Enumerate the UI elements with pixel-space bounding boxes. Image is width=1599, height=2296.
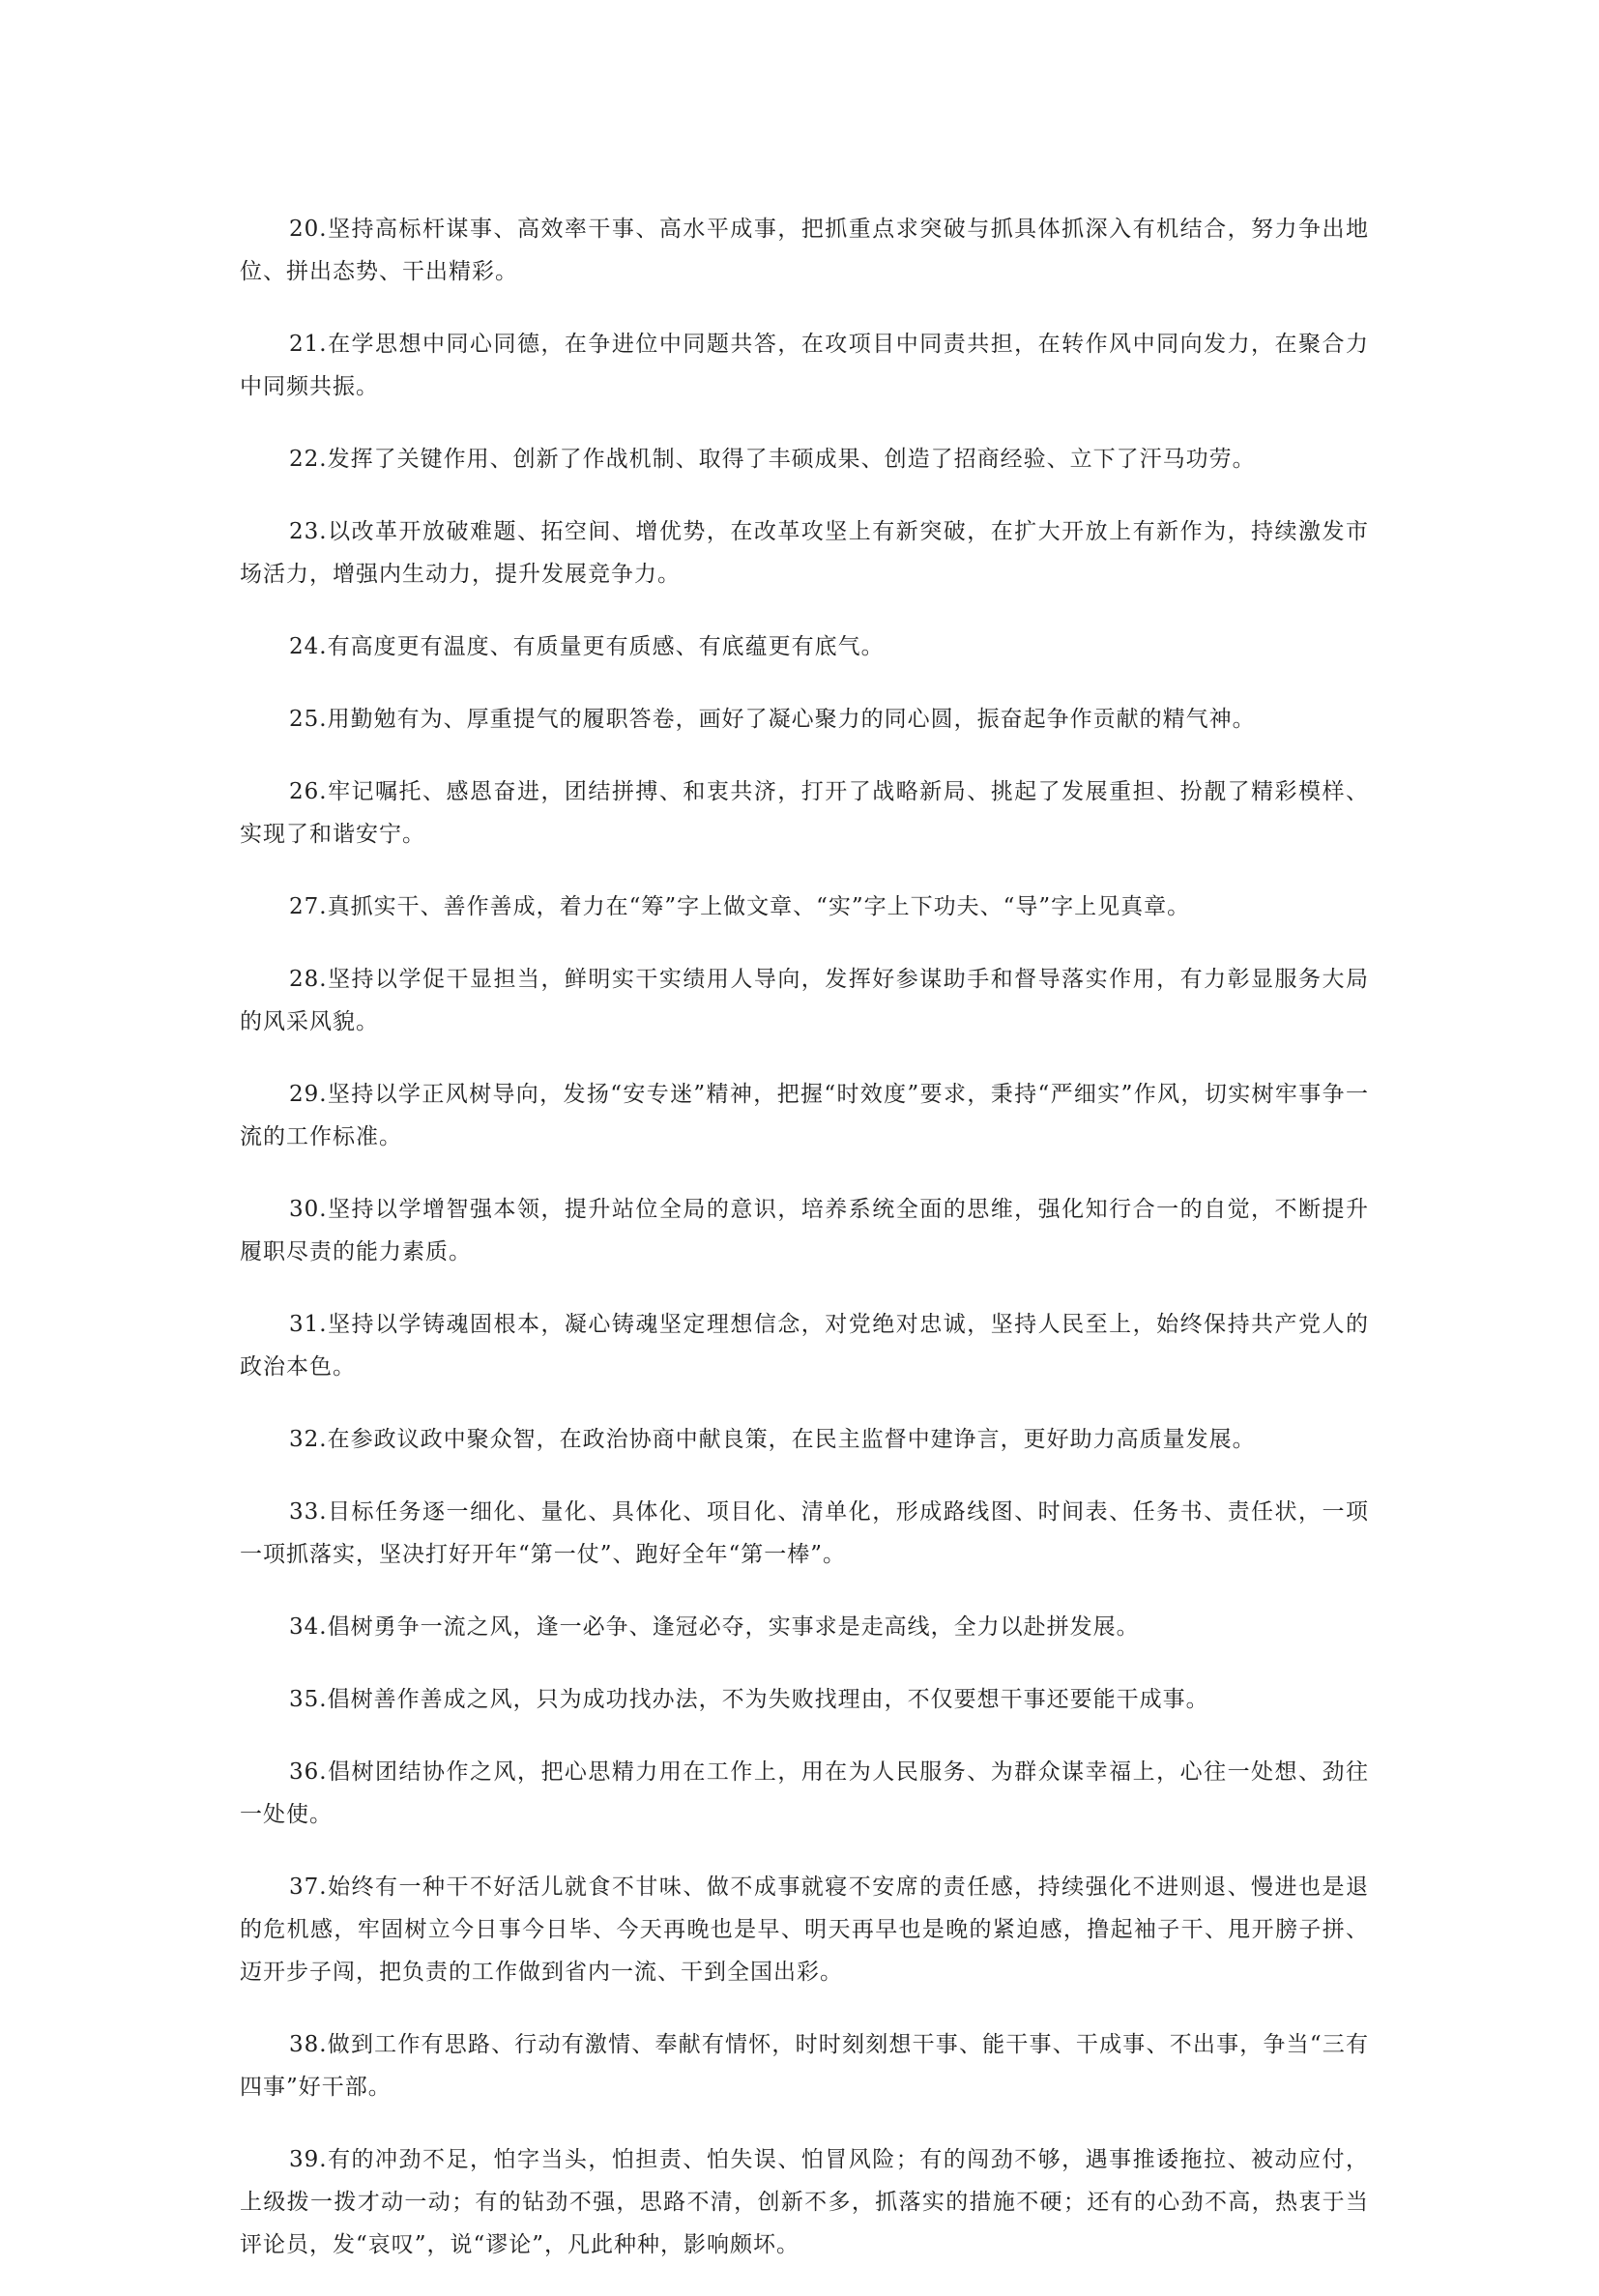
paragraph-item-29: 29.坚持以学正风树导向，发扬“安专迷”精神，把握“时效度”要求，秉持“严细实”作风，切实树牢事争一流的工作标准。 bbox=[240, 1082, 1369, 1149]
paragraph-item-23: 23.以改革开放破难题、拓空间、增优势，在改革攻坚上有新突破，在扩大开放上有新作为，持续激发市场活力，增强内生动力，提升发展竞争力。 bbox=[240, 519, 1369, 587]
paragraph-item-31: 31.坚持以学铸魂固根本，凝心铸魂坚定理想信念，对党绝对忠诚，坚持人民至上，始终保持共产党人的政治本色。 bbox=[240, 1312, 1369, 1380]
paragraph-item-35: 35.倡树善作善成之风，只为成功找办法，不为失败找理由，不仅要想干事还要能干成事。 bbox=[289, 1687, 1209, 1712]
document-body bbox=[240, 208, 1369, 2296]
paragraph-item-21: 21.在学思想中同心同德，在争进位中同题共答，在攻项目中同责共担，在转作风中同向发力，在聚合力中同频共振。 bbox=[240, 332, 1369, 399]
paragraph-item-20: 20.坚持高标杆谋事、高效率干事、高水平成事，把抓重点求突破与抓具体抓深入有机结合，努力争出地位、拼出态势、干出精彩。 bbox=[240, 217, 1369, 284]
paragraph-item-33: 33.目标任务逐一细化、量化、具体化、项目化、清单化，形成路线图、时间表、任务书、责任状，一项一项抓落实，坚决打好开年“第一仗”、跑好全年“第一棒”。 bbox=[240, 1499, 1369, 1567]
paragraph-item-22: 22.发挥了关键作用、创新了作战机制、取得了丰硕成果、创造了招商经验、立下了汗马功劳。 bbox=[289, 447, 1256, 472]
paragraph-item-36: 36.倡树团结协作之风，把心思精力用在工作上，用在为人民服务、为群众谋幸福上，心往一处想、劲往一处使。 bbox=[240, 1759, 1369, 1827]
paragraph-item-38: 38.做到工作有思路、行动有激情、奉献有情怀，时时刻刻想干事、能干事、干成事、不出事，争当“三有四事”好干部。 bbox=[240, 2032, 1369, 2100]
paragraph-item-30: 30.坚持以学增智强本领，提升站位全局的意识，培养系统全面的思维，强化知行合一的自觉，不断提升履职尽责的能力素质。 bbox=[240, 1197, 1369, 1264]
paragraph-item-24: 24.有高度更有温度、有质量更有质感、有底蕴更有底气。 bbox=[289, 634, 885, 659]
paragraph-item-39: 39.有的冲劲不足，怕字当头，怕担责、怕失误、怕冒风险；有的闯劲不够，遇事推诿拖拉、被动应付，上级拨一拨才动一动；有的钻劲不强，思路不清，创新不多，抓落实的措施不硬；还有的心劲不高，热衷于当评论员，发“哀叹”，说“谬论”，凡此种种，影响颇坏。 bbox=[240, 2147, 1369, 2257]
paragraph-item-27: 27.真抓实干、善作善成，着力在“筹”字上做文章、“实”字上下功夫、“导”字上见真章。 bbox=[289, 894, 1191, 919]
paragraph-item-32: 32.在参政议政中聚众智，在政治协商中献良策，在民主监督中建诤言，更好助力高质量发展。 bbox=[289, 1427, 1256, 1452]
paragraph-item-25: 25.用勤勉有为、厚重提气的履职答卷，画好了凝心聚力的同心圆，振奋起争作贡献的精气神。 bbox=[289, 707, 1256, 732]
paragraph-item-34: 34.倡树勇争一流之风，逢一必争、逢冠必夺，实事求是走高线，全力以赴拼发展。 bbox=[289, 1614, 1140, 1640]
paragraph-item-28: 28.坚持以学促干显担当，鲜明实干实绩用人导向，发挥好参谋助手和督导落实作用，有力彰显服务大局的风采风貌。 bbox=[240, 967, 1369, 1034]
paragraph-item-26: 26.牢记嘱托、感恩奋进，团结拼搏、和衷共济，打开了战略新局、挑起了发展重担、扮靓了精彩模样、实现了和谐安宁。 bbox=[240, 779, 1369, 847]
paragraph-item-37: 37.始终有一种干不好活儿就食不甘味、做不成事就寝不安席的责任感，持续强化不进则退、慢进也是退的危机感，牢固树立今日事今日毕、今天再晚也是早、明天再早也是晚的紧迫感，撸起袖子干、甩开膀子拼、迈开步子闯，把负责的工作做到省内一流、干到全国出彩。 bbox=[240, 1875, 1369, 1985]
